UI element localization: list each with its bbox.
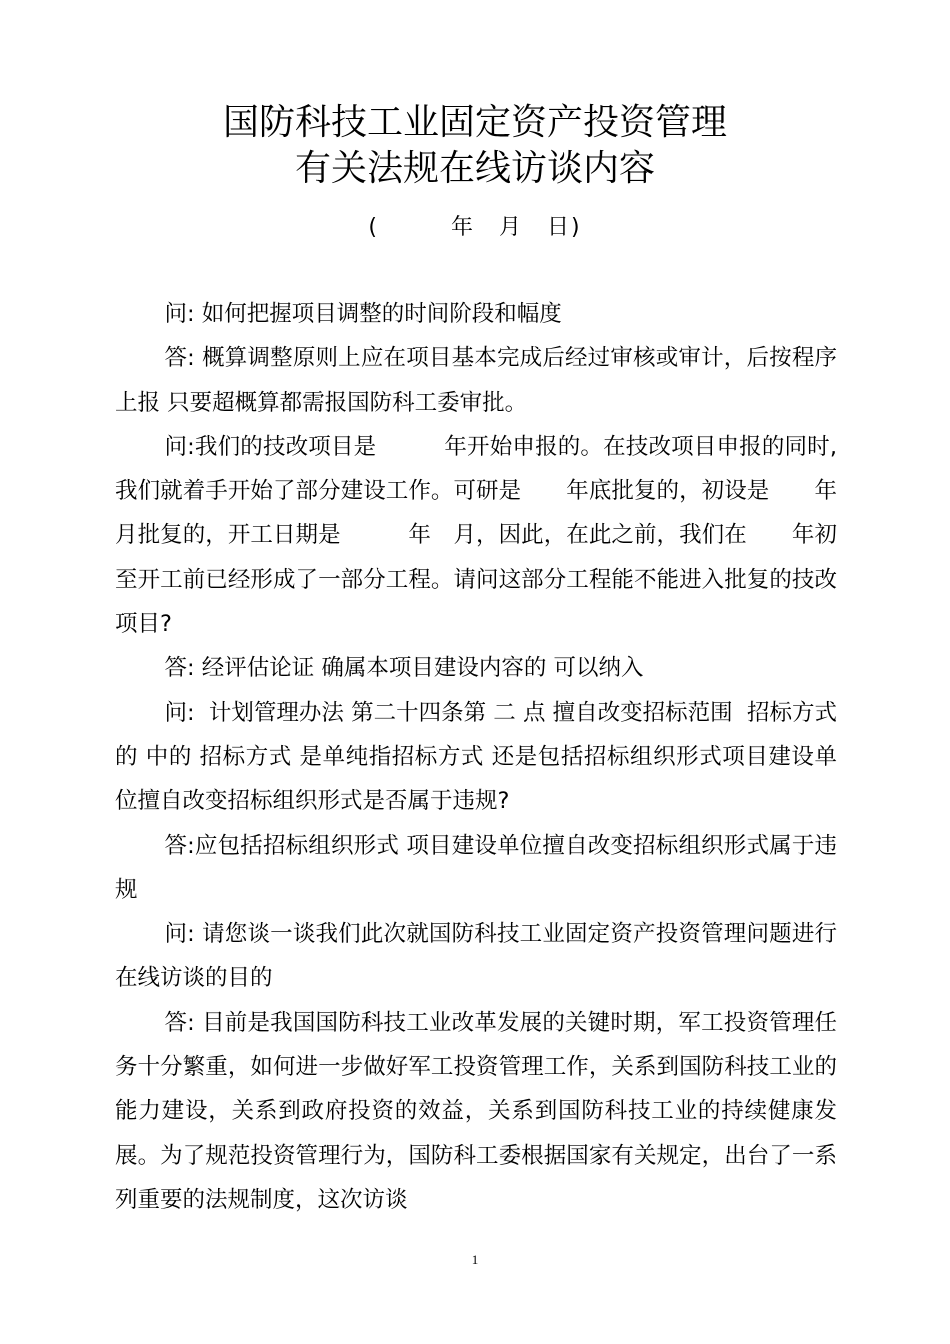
document-body: [115, 292, 883, 1222]
page-number: 1: [471, 1252, 479, 1267]
paragraph: 答:应包括招标组织形式 项目建设单位擅自改变招标组织形式属于违规: [115, 832, 837, 903]
paragraph: 问: 请您谈一谈我们此次就国防科技工业固定资产投资管理问题进行在线访谈的目的: [115, 921, 837, 992]
paragraph: 问: 如何把握项目调整的时间阶段和幅度: [164, 301, 562, 327]
document-title-line2: 有关法规在线访谈内容: [294, 148, 655, 189]
paragraph: 答: 经评估论证 确属本项目建设内容的 可以纳入: [164, 655, 644, 682]
document-title-line1: 国防科技工业固定资产投资管理: [222, 102, 727, 143]
paragraph: 问: 计划管理办法 第二十四条第 二 点 擅自改变招标范围 招标方式的 中的 招标方式 是单纯指招标方式 还是包括招标组织形式项目建设单位擅自改变招标组织形式是否属于违规?: [115, 699, 837, 815]
date-line: ( 年 月 日): [368, 215, 582, 240]
paragraph: 答: 目前是我国国防科技工业改革发展的关键时期，军工投资管理任务十分繁重，如何进一步做好军工投资管理工作，关系到国防科技工业的能力建设，关系到政府投资的效益，关系到国防科技工业的持续健康发展。为了规范投资管理行为，国防科工委根据国家有关规定，出台了一系列重要的法规制度，这次访谈: [115, 1009, 837, 1213]
paragraph: 问:我们的技改项目是 年开始申报的。在技改项目申报的同时,我们就着手开始了部分建设工作。可研是 年底批复的，初设是 年 月批复的，开工日期是 年 月，因此，在此之前，我们在 年初至开工前已经形成了一部分工程。请问这部分工程能不能进入批复的技改项目?: [115, 433, 883, 638]
paragraph: 答: 概算调整原则上应在项目基本完成后经过审核或审计，后按程序上报 只要超概算都需报国防科工委审批。: [115, 345, 837, 416]
